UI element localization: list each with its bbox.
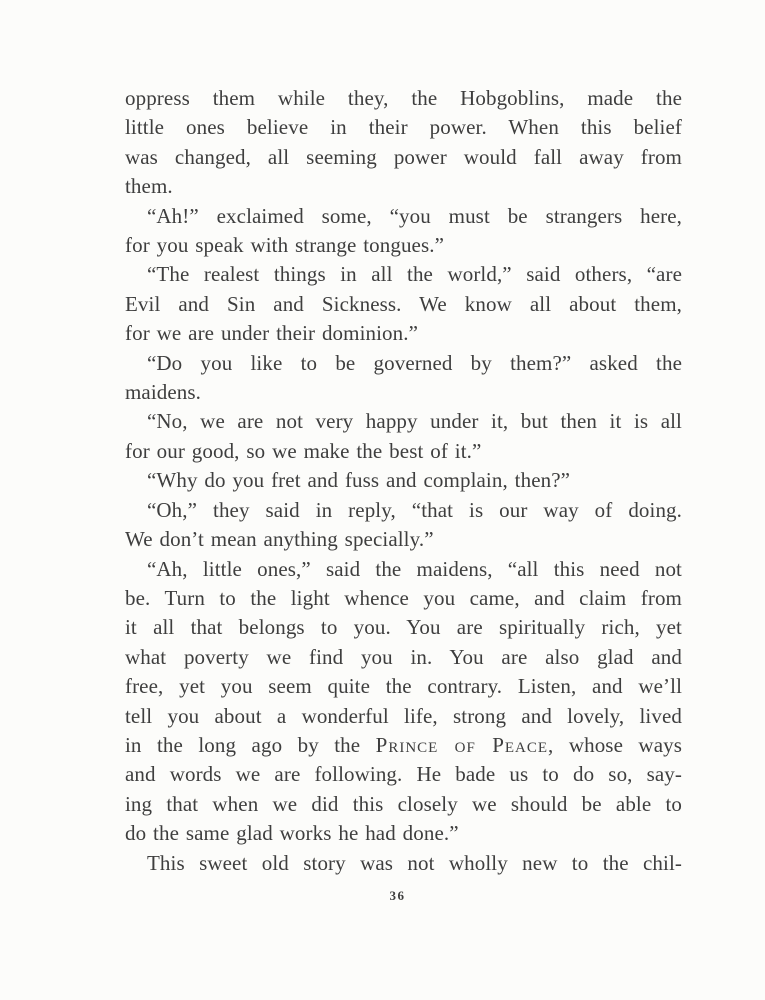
small-caps-text: Prince of Peace bbox=[375, 732, 549, 757]
paragraph bbox=[125, 260, 682, 348]
text-line: “Ah!” exclaimed some, “you must be strangers here, bbox=[147, 203, 682, 228]
text-line: tell you about a wonderful life, strong and lovely, lived bbox=[125, 703, 682, 728]
text-line: for our good, so we make the best of it.” bbox=[125, 438, 482, 463]
paragraph bbox=[125, 555, 682, 849]
text-line: was changed, all seeming power would fall away from bbox=[125, 144, 682, 169]
page-number: 36 bbox=[389, 888, 406, 903]
text-line: for we are under their dominion.” bbox=[125, 321, 419, 346]
text-line: for you speak with strange tongues.” bbox=[125, 233, 445, 258]
text-line: it all that belongs to you. You are spiritually rich, yet bbox=[125, 615, 682, 640]
text-line: “Ah, little ones,” said the maidens, “all this need not bbox=[147, 556, 682, 581]
paragraph bbox=[125, 407, 682, 466]
text-line: maidens. bbox=[125, 380, 202, 405]
page-text bbox=[125, 84, 682, 878]
paragraph bbox=[125, 496, 682, 555]
text-line: Evil and Sin and Sickness. We know all about them, bbox=[125, 291, 682, 316]
paragraph bbox=[125, 202, 682, 261]
text-line: oppress them while they, the Hobgoblins, made the bbox=[125, 86, 682, 110]
text-line: little ones believe in their power. When this belief bbox=[125, 115, 682, 140]
text-line: “No, we are not very happy under it, but then it is all bbox=[147, 409, 682, 434]
paragraph bbox=[125, 84, 682, 202]
paragraph bbox=[125, 849, 682, 878]
text-line: be. Turn to the light whence you came, and claim from bbox=[125, 585, 682, 610]
text-line: them. bbox=[125, 174, 173, 199]
text-line: what poverty we find you in. You are also glad and bbox=[125, 644, 682, 669]
text-line: free, yet you seem quite the contrary. Listen, and we’ll bbox=[125, 674, 682, 699]
paragraph bbox=[125, 349, 682, 408]
text-line: “The realest things in all the world,” said others, “are bbox=[147, 262, 682, 287]
paragraph bbox=[125, 466, 682, 495]
text-line: This sweet old story was not wholly new to the chil- bbox=[147, 850, 682, 875]
text-line bbox=[125, 731, 682, 760]
text-line: We don’t mean anything specially.” bbox=[125, 527, 434, 552]
text-line: “Do you like to be governed by them?” asked the bbox=[147, 350, 682, 375]
text-line: and words we are following. He bade us to do so, say- bbox=[125, 762, 682, 787]
text-line: “Oh,” they said in reply, “that is our way of doing. bbox=[147, 497, 682, 522]
text-line: do the same glad works he had done.” bbox=[125, 821, 459, 846]
text-segment: , whose ways bbox=[548, 732, 682, 757]
text-line: “Why do you fret and fuss and complain, then?” bbox=[147, 468, 571, 493]
text-segment: in the long ago by the bbox=[125, 732, 376, 757]
text-line: ing that when we did this closely we should be able to bbox=[125, 791, 682, 816]
